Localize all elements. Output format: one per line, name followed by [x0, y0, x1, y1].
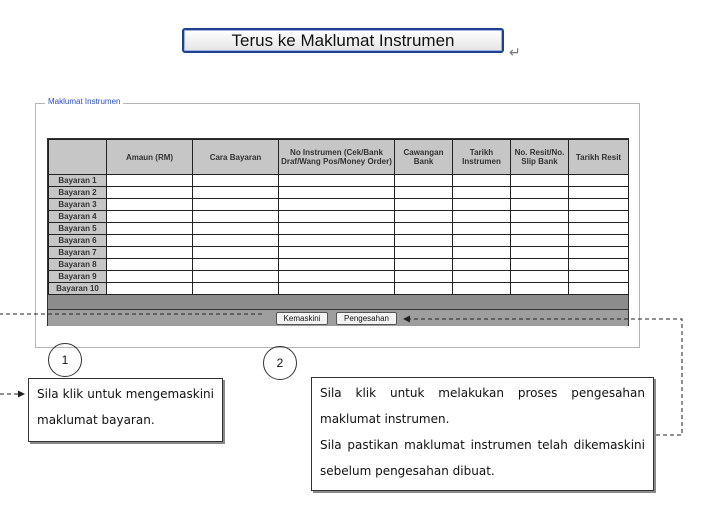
column-header: Tarikh Resit	[569, 140, 629, 175]
row-label: Bayaran 10	[49, 283, 107, 295]
callout-right-line-2: maklumat instrumen.	[320, 412, 450, 426]
row-label: Bayaran 4	[49, 211, 107, 223]
marker-1: 1	[48, 343, 82, 377]
callout-right-line-3: Sila pastikan maklumat instrumen telah dikemaskini	[320, 438, 645, 452]
row-label: Bayaran 5	[49, 223, 107, 235]
column-header: No Instrumen (Cek/Bank Draf/Wang Pos/Money Order)	[279, 140, 395, 175]
fieldset-legend: Maklumat Instrumen	[45, 97, 123, 106]
column-header: Tarikh Instrumen	[453, 140, 511, 175]
paragraph-return-icon: ↵	[509, 45, 521, 61]
column-header: Cara Bayaran	[193, 140, 279, 175]
terus-maklumat-instrumen-button[interactable]: Terus ke Maklumat Instrumen	[182, 28, 504, 53]
column-header: Cawangan Bank	[395, 140, 453, 175]
row-label: Bayaran 3	[49, 199, 107, 211]
kemaskini-button[interactable]: Kemaskini	[276, 312, 328, 325]
callout-left-line-2: maklumat bayaran.	[37, 413, 155, 427]
column-header: Amaun (RM)	[107, 140, 193, 175]
row-label: Bayaran 9	[49, 271, 107, 283]
row-label: Bayaran 6	[49, 235, 107, 247]
row-label: Bayaran 8	[49, 259, 107, 271]
callout-kemaskini	[28, 378, 223, 442]
callout-pengesahan	[311, 377, 654, 491]
callout-right-line-4: sebelum pengesahan dibuat.	[320, 464, 495, 478]
marker-2: 2	[263, 346, 297, 380]
row-label: Bayaran 1	[49, 175, 107, 187]
callout-left-line-1: Sila klik untuk mengemaskini	[37, 387, 214, 401]
callout-right-line-1: Sila klik untuk melakukan proses pengesahan	[320, 386, 645, 400]
row-label: Bayaran 7	[49, 247, 107, 259]
column-header: No. Resit/No. Slip Bank	[511, 140, 569, 175]
pengesahan-button[interactable]: Pengesahan	[336, 312, 397, 325]
row-label: Bayaran 2	[49, 187, 107, 199]
